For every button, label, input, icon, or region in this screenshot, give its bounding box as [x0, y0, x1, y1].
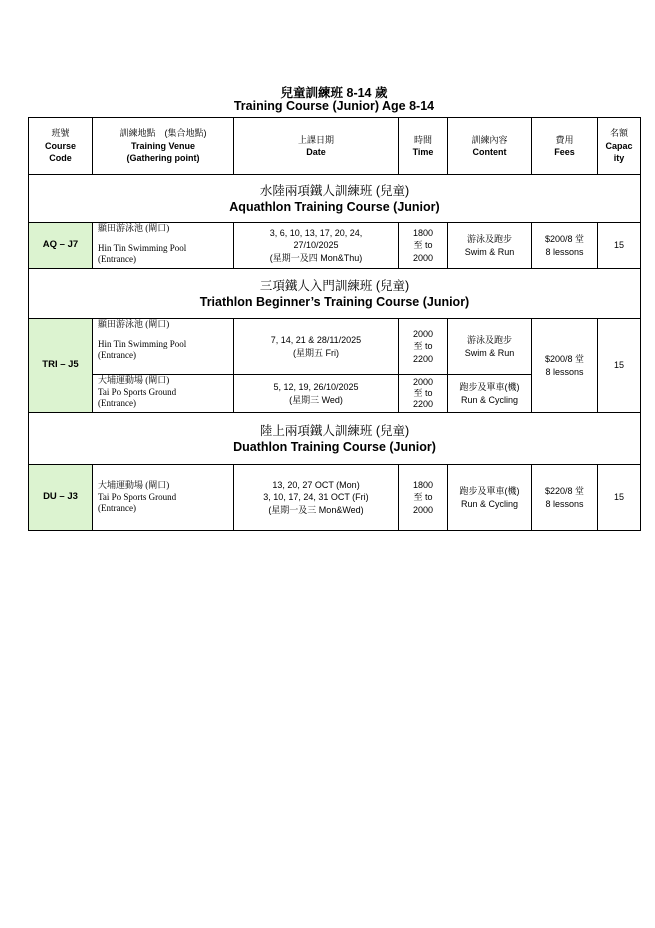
section-title-en: Aquathlon Training Course (Junior) — [229, 199, 440, 214]
content-cell: 跑步及單車(機) Run & Cycling — [448, 375, 532, 413]
table-row — [29, 223, 641, 269]
section-title-en: Duathlon Training Course (Junior) — [233, 439, 436, 454]
section-header-duathlon — [29, 413, 641, 465]
fees-cell: $200/8 堂 8 lessons — [532, 223, 598, 269]
time-cell: 1800 至 to 2000 — [399, 223, 448, 269]
capacity-cell: 15 — [598, 465, 641, 531]
header-row — [29, 118, 641, 175]
fees-cell: $200/8 堂 8 lessons — [532, 319, 598, 413]
venue-cell: 大埔運動場 (閘口) Tai Po Sports Ground (Entrance) — [93, 375, 234, 413]
content-cell: 游泳及跑步 Swim & Run — [448, 319, 532, 375]
section-header-aquathlon — [29, 175, 641, 223]
section-title-zh: 水陸兩項鐵人訓練班 (兒童) — [259, 183, 410, 198]
date-cell: 7, 14, 21 & 28/11/2025 (星期五 Fri) — [234, 319, 399, 375]
section-header-triathlon — [29, 269, 641, 319]
section-title-en: Triathlon Beginner’s Training Course (Junior) — [199, 294, 470, 309]
content-cell: 跑步及單車(機) Run & Cycling — [448, 465, 532, 531]
header-date: 上課日期 Date — [234, 118, 399, 175]
capacity-cell: 15 — [598, 223, 641, 269]
venue-cell: 大埔運動場 (閘口) Tai Po Sports Ground (Entrance) — [93, 465, 234, 531]
date-cell: 5, 12, 19, 26/10/2025 (星期三 Wed) — [234, 375, 399, 413]
table-row — [29, 465, 641, 531]
venue-cell: 顯田游泳池 (閘口) Hin Tin Swimming Pool (Entrance) — [93, 223, 234, 269]
time-cell: 2000 至 to 2200 — [399, 375, 448, 413]
time-cell: 2000 至 to 2200 — [399, 319, 448, 375]
section-title-zh: 三項鐵人入門訓練班 (兒童) — [259, 278, 410, 293]
header-code: 班號 Course Code — [29, 118, 93, 175]
title-zh: 兒童訓練班 8-14 歲 — [280, 86, 388, 100]
header-fees: 費用 Fees — [532, 118, 598, 175]
course-code: AQ – J7 — [29, 223, 93, 269]
course-code: DU – J3 — [29, 465, 93, 531]
content-cell: 游泳及跑步 Swim & Run — [448, 223, 532, 269]
title-en: Training Course (Junior) Age 8-14 — [233, 99, 435, 113]
table-row — [29, 319, 641, 375]
header-time: 時間 Time — [399, 118, 448, 175]
fees-cell: $220/8 堂 8 lessons — [532, 465, 598, 531]
header-content: 訓練內容 Content — [448, 118, 532, 175]
section-title-zh: 陸上兩項鐵人訓練班 (兒童) — [259, 423, 410, 438]
venue-cell: 顯田游泳池 (閘口) Hin Tin Swimming Pool (Entrance) — [93, 319, 234, 375]
capacity-cell: 15 — [598, 319, 641, 413]
header-venue: 訓練地點 (集合地點) Training Venue (Gathering point) — [93, 118, 234, 175]
time-cell: 1800 至 to 2000 — [399, 465, 448, 531]
course-table — [28, 117, 641, 531]
date-cell: 13, 20, 27 OCT (Mon) 3, 10, 17, 24, 31 OCT (Fri) (星期一及三 Mon&Wed) — [234, 465, 399, 531]
course-code: TRI – J5 — [29, 319, 93, 413]
date-cell: 3, 6, 10, 13, 17, 20, 24, 27/10/2025 (星期一及四 Mon&Thu) — [234, 223, 399, 269]
header-capacity: 名額 Capac ity — [598, 118, 641, 175]
